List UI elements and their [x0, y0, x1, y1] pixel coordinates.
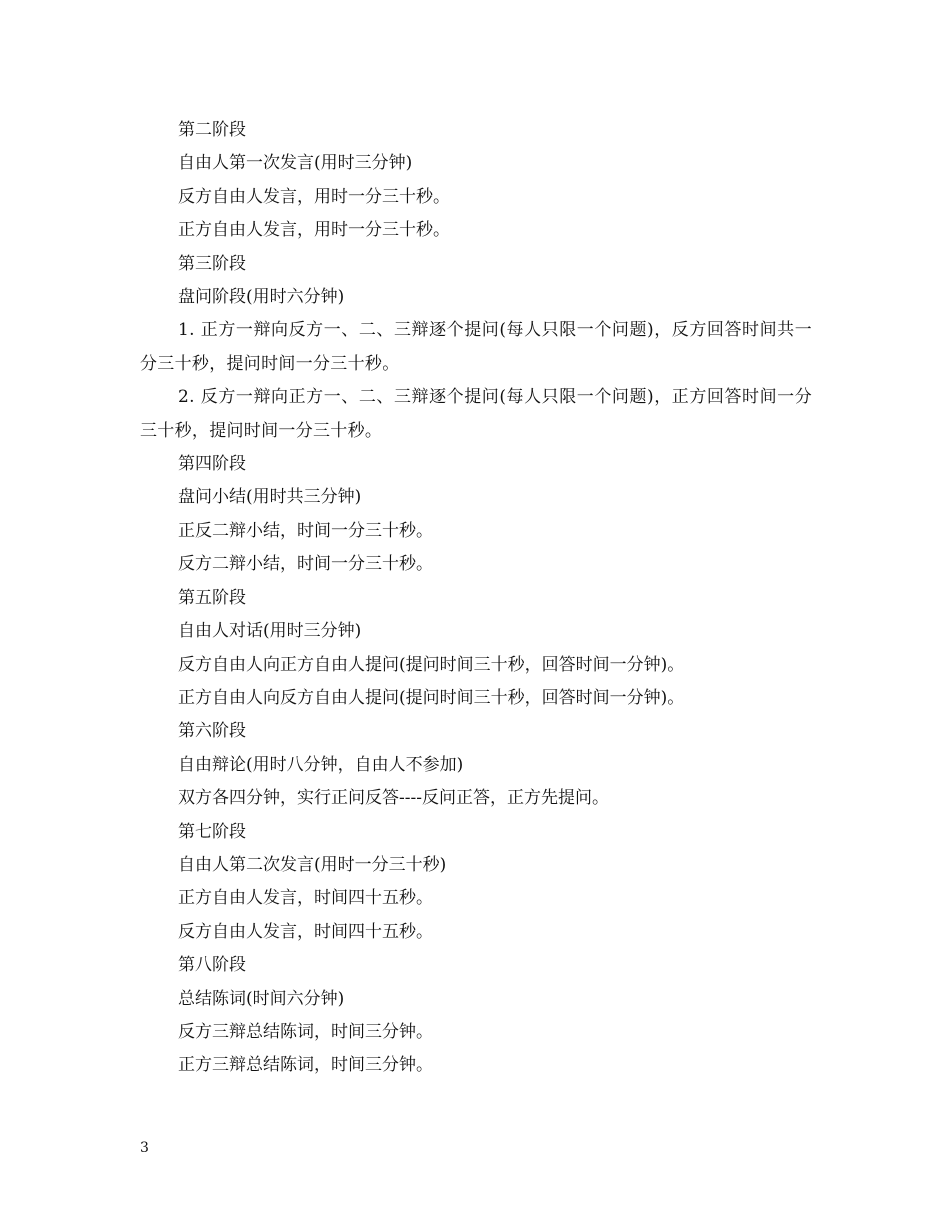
text-line: 自由人第一次发言(用时三分钟) — [178, 153, 413, 174]
page-number: 3 — [140, 1140, 149, 1156]
text-line: 自由人第二次发言(用时一分三十秒) — [178, 854, 447, 875]
paragraph-2: 2. 反方一辩向正方一、二、三辩逐个提问(每人只限一个问题)，正方回答时间一分三十秒，提问时间一分三十秒。 — [140, 387, 812, 441]
text-line: 自由人对话(用时三分钟) — [178, 621, 362, 642]
text-line: 反方自由人发言，用时一分三十秒。 — [178, 186, 450, 207]
text-line: 反方三辩总结陈词，时间三分钟。 — [178, 1021, 433, 1042]
text-line: 反方自由人向正方自由人提问(提问时间三十秒，回答时间一分钟)。 — [178, 654, 685, 675]
stage-heading: 第五阶段 — [178, 587, 246, 608]
text-line: 双方各四分钟，实行正问反答----反问正答，正方先提问。 — [178, 788, 609, 809]
stage-heading: 第八阶段 — [178, 955, 246, 976]
text-line: 正方自由人发言，时间四十五秒。 — [178, 888, 433, 909]
text-line: 总结陈词(时间六分钟) — [178, 988, 345, 1009]
stage-heading: 第三阶段 — [178, 253, 246, 274]
text-line: 盘问阶段(用时六分钟) — [178, 287, 345, 308]
text-line: 盘问小结(用时共三分钟) — [178, 487, 362, 508]
text-line: 反方自由人发言，时间四十五秒。 — [178, 921, 433, 942]
stage-heading: 第六阶段 — [178, 721, 246, 742]
stage-heading: 第二阶段 — [178, 120, 246, 140]
text-line: 正方自由人向反方自由人提问(提问时间三十秒，回答时间一分钟)。 — [178, 687, 685, 708]
text-line: 正方三辩总结陈词，时间三分钟。 — [178, 1055, 433, 1076]
document-body — [140, 114, 812, 1083]
text-line: 反方二辩小结，时间一分三十秒。 — [178, 554, 433, 575]
text-line: 正反二辩小结，时间一分三十秒。 — [178, 520, 433, 541]
text-line: 正方自由人发言，用时一分三十秒。 — [178, 220, 450, 241]
stage-heading: 第七阶段 — [178, 821, 246, 842]
stage-heading: 第四阶段 — [178, 454, 246, 475]
paragraph-1: 1. 正方一辩向反方一、二、三辩逐个提问(每人只限一个问题)，反方回答时间共一分三十秒，提问时间一分三十秒。 — [140, 320, 812, 374]
text-line: 自由辩论(用时八分钟，自由人不参加) — [178, 754, 464, 775]
